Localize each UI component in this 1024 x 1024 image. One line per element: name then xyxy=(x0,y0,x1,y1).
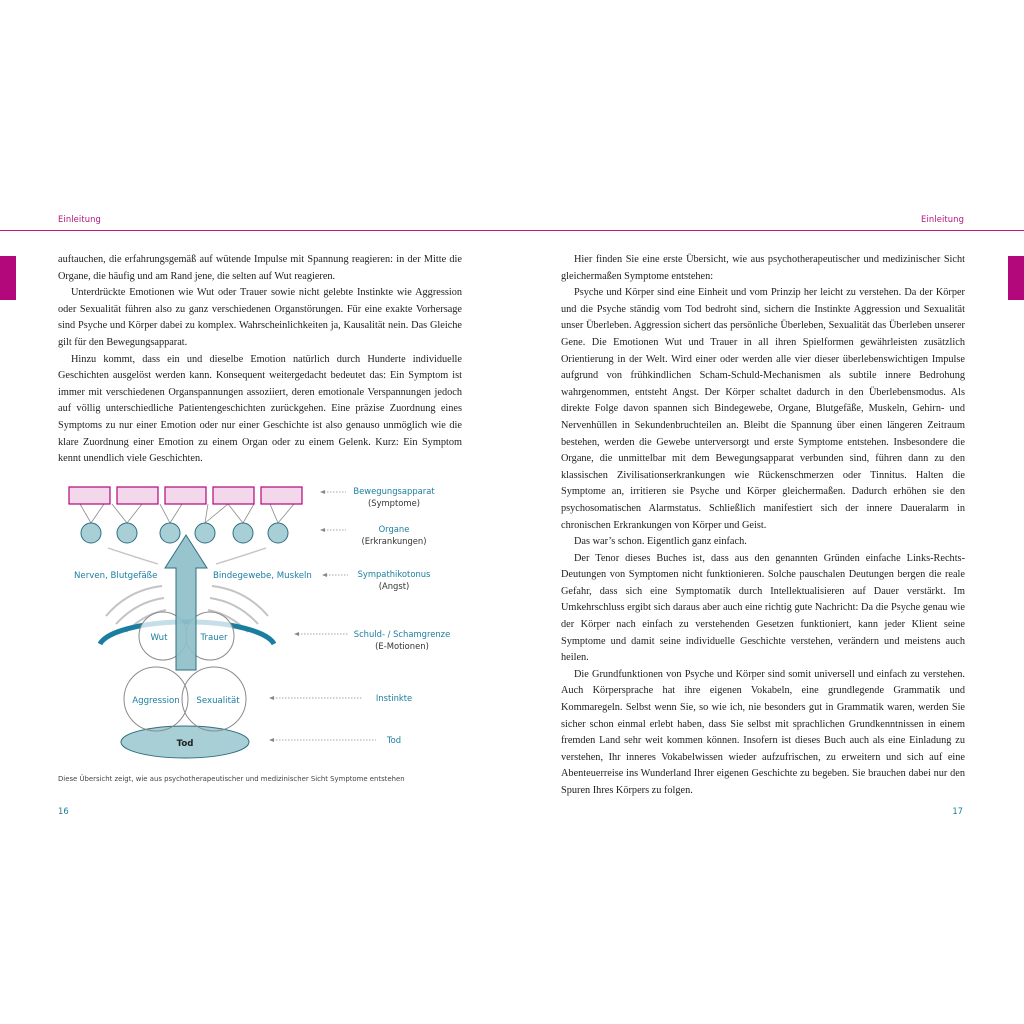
thumb-tab-left xyxy=(0,256,16,300)
legend-organe: Organe xyxy=(378,524,410,534)
diagram xyxy=(58,478,478,768)
wut-label: Wut xyxy=(150,633,168,643)
paragraph: Hier finden Sie eine erste Übersicht, wie aus psychotherapeutischer und medizinischer Sicht gleichermaßen Symptome entstehen: xyxy=(561,254,965,282)
bewegungsapparat-box xyxy=(69,487,110,504)
bewegungsapparat-box xyxy=(117,487,158,504)
legend-sympathikotonus-sub: (Angst) xyxy=(378,581,410,591)
legend-organe-sub: (Erkrankungen) xyxy=(361,536,427,546)
bewegungsapparat-boxes xyxy=(69,487,302,504)
paragraph: Die Grundfunktionen von Psyche und Körper sind somit universell und einfach zu verstehen. Auch Körpersprache hat ihre eigenen Vokabeln, eine grundlegende Grammatik und Kommaregeln. Selbst wenn Sie, so wie ich, nie besonders gut in Grammatik waren, werden Sie sicher schon einmal erlebt haben, dass Sie selbst mit sprachlichen Grundkenntnissen in einem fremden Land sehr weit kommen können. Insofern ist dieses Buch auch als eine Einladung zu verstehen, Ihr inneres Vokabelwissen wieder aufzufrischen, zu erweitern und sich auf eine Abenteuerreise ins Wunderland Ihrer eigenen Geschichte zu begeben. Sie brauchen dabei nur den Spuren Ihres Körpers zu folgen. xyxy=(561,668,965,796)
thumb-tab-right xyxy=(1008,256,1024,300)
organ-node xyxy=(195,523,215,543)
legend-instinkte: Instinkte xyxy=(375,693,413,703)
legend-schuld-scham-sub: (E-Motionen) xyxy=(375,641,429,651)
paragraph: Das war’s schon. Eigentlich ganz einfach. xyxy=(574,536,747,548)
paragraph: Psyche und Körper sind eine Einheit und vom Prinzip her leicht zu verstehen. Da der Körper und die Psyche ständig vom Tod bedroht sind, sichern die Instinkte Aggression und Sexualität unser Überleben. Aggression sichert das persönliche Überleben, Sexualität das Überleben unserer Gene. Die Emotionen Wut und Trauer in all ihren Spielformen gewährleisten zusätzlich Orientierung in der Welt. Wird einer oder werden alle vier dieser überlebenswichtigen Impulse aufgrund von frühkindlichen Scham-Schuld-Mechanismen als subtile innere Bedrohung wahrgenommen, entsteht Angst. Der Körper schaltet dadurch in den Überlebensmodus. Als direkte Folge davon spannen sich Bindegewebe, Organe, Blutgefäße, Muskeln, Gehirn- und Nervenhüllen in Sekundenbruchteilen an. Bleibt die Spannung über einen längeren Zeitraum bestehen, werden die Gewebe unterversorgt und erste Symptome entstehen. Insbesondere die Organe, die unmittelbar mit dem Bewegungsapparat verbunden sind, führen dann zu den klassischen Zivilisationserkrankungen wie Rückenschmerzen oder Tinnitus. Halten die Symptome an, irritieren sie Psyche und Körper gleichermaßen. Dadurch erhöhen sie den psychosomatischen Alarmstatus. Schließlich manifestiert sich der innere Daueralarm in chronischen Erkrankungen von Körper und Geist. xyxy=(561,287,965,531)
aggression-label: Aggression xyxy=(132,696,180,706)
organ-node xyxy=(81,523,101,543)
legend-labels xyxy=(353,486,450,745)
paragraph: auftauchen, die erfahrungsgemäß auf wütende Impulse mit Spannung reagieren: in der Mitte die Organe, die häufig und am Rand jene, die selten auf Wut reagieren. xyxy=(58,254,462,282)
paragraph: Unterdrückte Emotionen wie Wut oder Trauer sowie nicht gelebte Instinkte wie Aggression oder Sexualität führen also zu ganz verschiedenen Organstörungen. Für eine exakte Vorhersage sind Psyche und Körper dabei zu komplex. Wahrscheinlichkeiten ja, Kausalität nein. Das Gleiche gilt für den Bewegungsapparat. xyxy=(58,287,462,348)
bewegungsapparat-box xyxy=(165,487,206,504)
organ-node xyxy=(117,523,137,543)
legend-bewegungsapparat-sub: (Symptome) xyxy=(367,498,421,508)
paragraph: Hinzu kommt, dass ein und dieselbe Emotion natürlich durch Hunderte individuelle Geschichten ausgelöst werden kann. Konsequent weitergedacht bedeutet das: Ein Symptom ist immer mit verschiedenen Organspannungen assoziiert, deren emotionale Verspannungen jedoch auf völlig unterschiedliche Patientengeschichten zurückgehen. Eine präzise Zuordnung eines Symptoms zu nur einer Emotion oder nur einer Geschichte ist also genauso unmöglich wie die klare Zuordnung einer Emotion zu einem Organ oder zu einem Gelenk. Kurz: Ein Symptom kennt unendlich viele Geschichten. xyxy=(58,353,462,465)
nerves-label: Nerven, Blutgefäße xyxy=(74,571,158,581)
legend-sympathikotonus: Sympathikotonus xyxy=(357,569,431,579)
paragraph: Der Tenor dieses Buches ist, dass aus den genannten Gründen einfache Links-Rechts-Deutungen von Symptomen nicht funktionieren. Solche pauschalen Deutungen bergen die reale Gefahr, dass sich eine Symptomatik durch Intellektualisieren auf Dauer verstärkt. Im Umkehrschluss ergibt sich daraus aber auch eine richtig gute Nachricht: Da die Psyche genau wie der Körper nach einfach zu verstehenden Gesetzen funktioniert, kann jeder Klient seine Symptome und damit seine individuelle Geschichte verstehen, verändern und meistens auch heilen. xyxy=(561,552,965,664)
bewegungsapparat-box xyxy=(213,487,254,504)
connector-lines xyxy=(80,504,294,523)
right-page-text xyxy=(561,252,965,800)
running-head-right: Einleitung xyxy=(921,214,964,224)
left-page-text xyxy=(58,252,462,468)
tissue-label: Bindegewebe, Muskeln xyxy=(213,571,312,581)
bewegungsapparat-box xyxy=(261,487,302,504)
sexualitaet-label: Sexualität xyxy=(196,696,240,706)
trauer-label: Trauer xyxy=(200,633,228,643)
organ-node xyxy=(160,523,180,543)
legend-schuld-scham: Schuld- / Schamgrenze xyxy=(353,629,451,639)
tod-label: Tod xyxy=(176,739,194,749)
organ-node xyxy=(233,523,253,543)
figure-caption: Diese Übersicht zeigt, wie aus psychotherapeutischer und medizinischer Sicht Symptome entstehen xyxy=(58,775,405,783)
legend-bewegungsapparat: Bewegungsapparat xyxy=(353,486,435,496)
header-rule xyxy=(0,230,1024,231)
running-head-left: Einleitung xyxy=(58,214,101,224)
page-number-left: 16 xyxy=(58,806,69,816)
organ-node xyxy=(268,523,288,543)
legend-tod: Tod xyxy=(386,735,402,745)
page-number-right: 17 xyxy=(952,806,963,816)
